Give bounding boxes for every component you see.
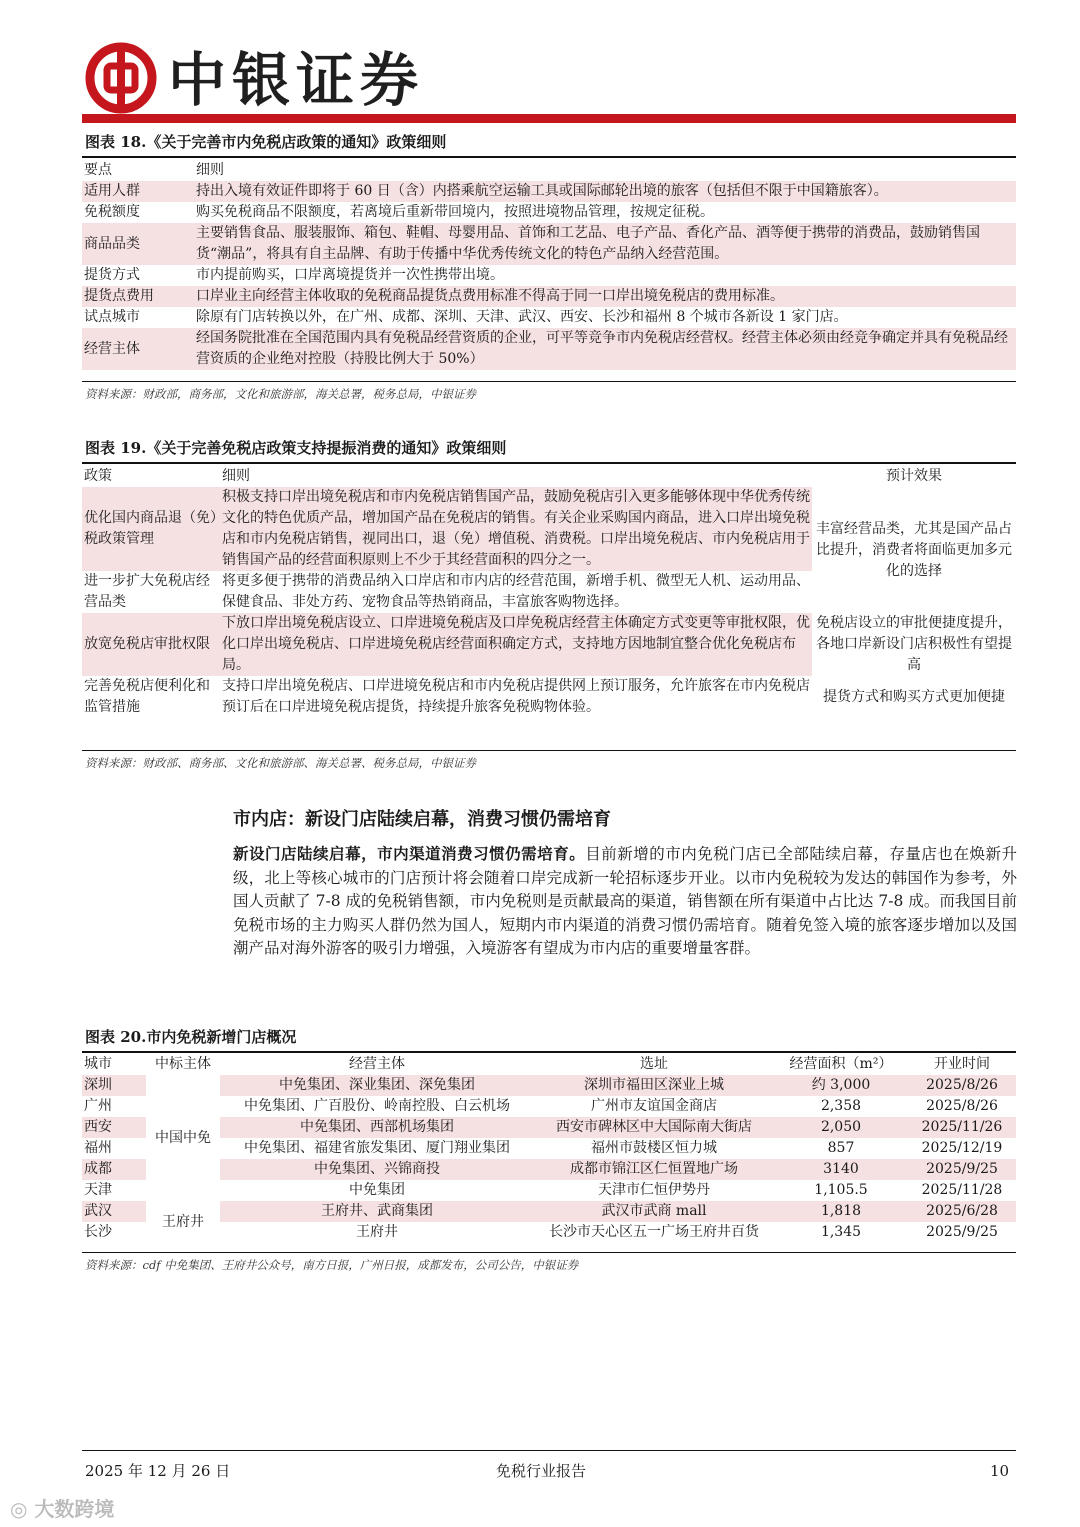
row-detail: 购买免税商品不限额度，若离境后重新带回境内，按照进境物品管理，按规定征税。	[196, 204, 714, 220]
city-cell: 天津	[84, 1182, 112, 1198]
watermark-text: 大数跨境	[34, 1497, 115, 1521]
detail-cell: 积极支持口岸出境免税店和市内免税店销售国产品，鼓励免税店引入更多能够体现中华优秀传统文化的特色优质产品，增加国产品在免税店的销售。有关企业采购国内商品，进入口岸出境免税店和市内免税店销售，视同出口，退（免）增值税、消费税。口岸出境免税店、市内免税店用于销售国产品的经营面积原则上不少于其经营面积的四分之一。	[220, 487, 812, 571]
table-row	[82, 286, 1016, 307]
opening-date-cell: 2025/9/25	[908, 1159, 1016, 1180]
table-row	[82, 1222, 1016, 1243]
opening-date-cell: 2025/6/28	[908, 1201, 1016, 1222]
table-row	[82, 328, 1016, 370]
header-cell: 选址	[640, 1056, 668, 1072]
table-row	[82, 613, 1016, 676]
area-cell: 2,358	[820, 1098, 862, 1114]
opening-date-cell: 2025/11/28	[921, 1182, 1003, 1198]
city-cell: 深圳	[82, 1075, 146, 1096]
policy-cell: 进一步扩大免税店经营品类	[84, 573, 210, 610]
row-detail: 除原有门店转换以外，在广州、成都、深圳、天津、武汉、西安、长沙和福州 8 个城市各新设 1 家门店。	[196, 309, 848, 325]
opening-date-cell: 2025/11/26	[908, 1117, 1016, 1138]
table-row	[82, 1159, 1016, 1180]
area-cell: 3140	[774, 1159, 908, 1180]
winner-group-cell: 王府井	[146, 1201, 220, 1243]
location-cell: 福州市鼓楼区恒力城	[591, 1140, 717, 1156]
table19-bottom-rule	[82, 750, 1016, 751]
operator-cell: 王府井、武商集团	[220, 1201, 534, 1222]
detail-cell: 下放口岸出境免税店设立、口岸进境免税店及口岸免税店经营主体确定方式变更等审批权限，优化口岸出境免税店、口岸进境免税店经营面积确定方式，支持地方因地制宜整合优化免税店布局。	[220, 613, 812, 676]
table20-bottom-rule	[82, 1252, 1016, 1253]
table20-top-rule	[82, 1051, 1016, 1053]
table19-source: 资料来源：财政部、商务部、文化和旅游部、海关总署、税务总局，中银证券	[85, 756, 476, 770]
header-cell: 开业时间	[934, 1056, 990, 1072]
row-label: 免税额度	[84, 204, 140, 220]
row-label: 提货点费用	[82, 286, 194, 307]
table20-title: 图表 20.市内免税新增门店概况	[85, 1028, 297, 1046]
operator-cell: 中免集团、广百股份、岭南控股、白云机场	[244, 1098, 510, 1114]
operator-cell: 中免集团、西部机场集团	[220, 1117, 534, 1138]
area-cell: 1,818	[774, 1201, 908, 1222]
table-row	[82, 265, 1016, 286]
section-text: 目前新增的市内免税门店已全部陆续启幕，存量店也在焕新升级，北上等核心城市的门店预计将会随着口岸完成新一轮招标逐步开业。以市内免税较为发达的韩国作为参考，外国人贡献了 7-8 成的免税销售额，市内免税则是贡献最高的渠道，销售额在所有渠道中占比达 7-8 成。而我国目前免税市场的主力购买人群仍然为国人，短期内市内渠道的消费习惯仍需培育。随着免签入境的旅客逐步增加以及国潮产品对海外游客的吸引力增强，入境游客有望成为市内店的重要增量客群。	[233, 845, 1017, 957]
area-cell: 1,105.5	[814, 1182, 868, 1198]
bank-logo-icon	[85, 42, 157, 114]
table18	[82, 160, 1016, 370]
operator-cell: 中免集团、福建省旅发集团、厦门翔业集团	[244, 1140, 510, 1156]
effect-cell: 提货方式和购买方式更加便捷	[812, 676, 1016, 718]
brand-name: 中银证券	[168, 46, 425, 114]
table18-top-rule	[82, 156, 1016, 158]
table-row	[82, 676, 1016, 718]
row-detail: 主要销售食品、服装服饰、箱包、鞋帽、母婴用品、首饰和工艺品、电子产品、香化产品、酒等便于携带的消费品，鼓励销售国货“潮品”，将具有自主品牌、有助于传播中华优秀传统文化的特色产品纳入经营范围。	[194, 223, 1016, 265]
operator-cell: 中免集团、深业集团、深免集团	[220, 1075, 534, 1096]
header-cell: 细则	[222, 468, 250, 484]
operator-cell: 中免集团、兴锦商投	[220, 1159, 534, 1180]
row-label: 商品品类	[82, 223, 194, 265]
policy-cell: 放宽免税店审批权限	[82, 613, 220, 676]
header-cell: 经营主体	[349, 1056, 405, 1072]
header-cell: 城市	[84, 1056, 112, 1072]
winner-group-cell: 中国中免	[146, 1075, 220, 1201]
row-label: 适用人群	[82, 181, 194, 202]
section-lead: 新设门店陆续启幕，市内渠道消费习惯仍需培育。	[233, 844, 586, 863]
weibo-icon: ◎	[10, 1497, 35, 1521]
table19	[82, 466, 1016, 718]
effect-cell: 免税店设立的审批便捷度提升，各地口岸新设门店积极性有望提高	[812, 613, 1016, 676]
city-cell: 西安	[82, 1117, 146, 1138]
opening-date-cell: 2025/8/26	[926, 1098, 998, 1114]
footer-date: 2025 年 12 月 26 日	[85, 1462, 231, 1480]
table-row	[82, 1180, 1016, 1201]
detail-cell: 支持口岸出境免税店、口岸进境免税店和市内免税店提供网上预订服务，允许旅客在市内免税店预订后在口岸进境免税店提货，持续提升旅客免税购物体验。	[222, 678, 810, 715]
table-row	[82, 1117, 1016, 1138]
effect-cell: 丰富经营品类，尤其是国产品占比提升，消费者将面临更加多元化的选择	[812, 487, 1016, 613]
table-row	[82, 1075, 1016, 1096]
table20-source: 资料来源：cdf 中免集团、王府井公众号，南方日报，广州日报，成都发布，公司公告，中银证券	[85, 1258, 579, 1272]
watermark	[10, 1493, 114, 1522]
header-cell: 经营面积（m²）	[789, 1056, 893, 1072]
area-cell: 2,050	[774, 1117, 908, 1138]
operator-cell: 王府井	[356, 1224, 398, 1240]
location-cell: 天津市仁恒伊势丹	[598, 1182, 710, 1198]
table-row	[82, 307, 1016, 328]
detail-cell: 将更多便于携带的消费品纳入口岸店和市内店的经营范围，新增手机、微型无人机、运动用品、保健食品、非处方药、宠物食品等热销商品，丰富旅客购物选择。	[222, 573, 810, 610]
header-rule	[82, 114, 1016, 123]
row-detail: 经国务院批准在全国范围内具有免税品经营资质的企业，可平等竞争市内免税店经营权。经营主体必须由经竞争确定并具有免税品经营资质的企业绝对控股（持股比例大于 50%）	[194, 328, 1016, 370]
row-detail: 持出入境有效证件即将于 60 日（含）内搭乘航空运输工具或国际邮轮出境的旅客（包括但不限于中国籍旅客）。	[194, 181, 1016, 202]
location-cell: 长沙市天心区五一广场王府井百货	[549, 1224, 759, 1240]
footer-page-number: 10	[990, 1462, 1010, 1480]
footer-doc-title: 免税行业报告	[496, 1462, 587, 1480]
header-cell: 细则	[196, 162, 224, 178]
row-detail: 口岸业主向经营主体收取的免税商品提货点费用标准不得高于同一口岸出境免税店的费用标准。	[194, 286, 1016, 307]
city-cell: 广州	[84, 1098, 112, 1114]
table19-title: 图表 19.《关于完善免税店政策支持提振消费的通知》政策细则	[85, 439, 507, 457]
header-cell: 中标主体	[155, 1056, 211, 1072]
header-cell: 要点	[84, 162, 112, 178]
city-cell: 长沙	[84, 1224, 112, 1240]
table18-source: 资料来源：财政部，商务部，文化和旅游部，海关总署，税务总局，中银证券	[85, 387, 476, 401]
policy-cell: 优化国内商品退（免）税政策管理	[82, 487, 220, 571]
table18-bottom-rule	[82, 381, 1016, 382]
city-cell: 武汉	[82, 1201, 146, 1222]
location-cell: 西安市碑林区中大国际南大街店	[534, 1117, 774, 1138]
footer-rule	[82, 1450, 1016, 1451]
table18-title: 图表 18.《关于完善市内免税店政策的通知》政策细则	[85, 133, 447, 151]
table19-top-rule	[82, 462, 1016, 464]
table20	[82, 1054, 1016, 1243]
table-header-row	[82, 160, 1016, 181]
area-cell: 857	[827, 1140, 855, 1156]
section-body	[233, 842, 1017, 961]
row-label: 试点城市	[84, 309, 140, 325]
table-row	[82, 1201, 1016, 1222]
table-row	[82, 223, 1016, 265]
table-row	[82, 487, 1016, 571]
table-row	[82, 1096, 1016, 1117]
table-header-row	[82, 1054, 1016, 1075]
city-cell: 福州	[84, 1140, 112, 1156]
operator-cell: 中免集团	[349, 1182, 405, 1198]
policy-cell: 完善免税店便利化和监管措施	[84, 678, 210, 715]
area-cell: 约 3,000	[774, 1075, 908, 1096]
city-cell: 成都	[82, 1159, 146, 1180]
opening-date-cell: 2025/12/19	[921, 1140, 1003, 1156]
table-row	[82, 181, 1016, 202]
section-heading: 市内店：新设门店陆续启幕，消费习惯仍需培育	[233, 809, 611, 830]
area-cell: 1,345	[820, 1224, 862, 1240]
row-detail: 市内提前购买，口岸离境提货并一次性携带出境。	[196, 267, 504, 283]
header-cell: 预计效果	[886, 468, 942, 484]
table-row	[82, 1138, 1016, 1159]
table-header-row	[82, 466, 1016, 487]
location-cell: 成都市锦江区仁恒置地广场	[534, 1159, 774, 1180]
opening-date-cell: 2025/8/26	[908, 1075, 1016, 1096]
location-cell: 武汉市武商 mall	[534, 1201, 774, 1222]
table-row	[82, 202, 1016, 223]
row-label: 经营主体	[82, 328, 194, 370]
row-label: 提货方式	[84, 267, 140, 283]
location-cell: 深圳市福田区深业上城	[534, 1075, 774, 1096]
header-cell: 政策	[84, 468, 112, 484]
location-cell: 广州市友谊国金商店	[591, 1098, 717, 1114]
opening-date-cell: 2025/9/25	[926, 1224, 998, 1240]
